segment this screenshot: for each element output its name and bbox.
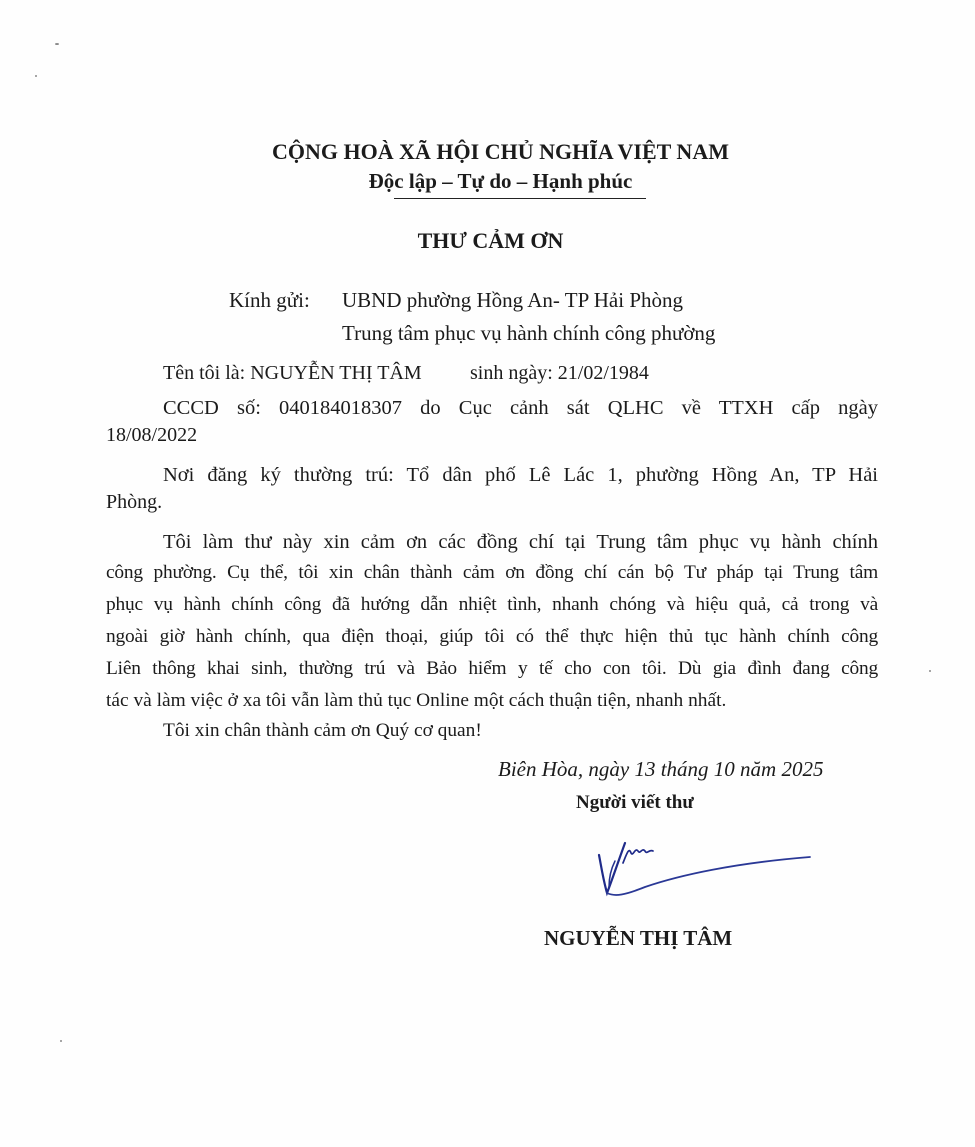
body-line: ngoài giờ hành chính, qua điện thoại, giúp tôi có thể thực hiện thủ tục hành chính công [106, 626, 878, 647]
birth-line: sinh ngày: 21/02/1984 [470, 362, 649, 384]
id-line-2: 18/08/2022 [106, 424, 198, 446]
signer-name: NGUYỄN THỊ TÂM [544, 926, 733, 950]
closing-line: Tôi xin chân thành cảm ơn Quý cơ quan! [163, 720, 482, 741]
national-name: CỘNG HOÀ XÃ HỘI CHỦ NGHĨA VIỆT NAM [272, 139, 729, 164]
national-motto: Độc lập – Tự do – Hạnh phúc [368, 169, 633, 193]
recipient-label: Kính gửi: [229, 288, 310, 312]
document-title: THƯ CẢM ƠN [417, 228, 564, 253]
writer-label: Người viết thư [576, 792, 694, 813]
residence-line-2: Phòng. [106, 491, 163, 513]
body-line: phục vụ hành chính công đã hướng dẫn nhiệt tình, nhanh chóng và hiệu quả, cả trong và [106, 594, 878, 615]
body-line: Tôi làm thư này xin cảm ơn các đồng chí tại Trung tâm phục vụ hành chính [163, 531, 878, 553]
scan-speck [60, 1040, 62, 1042]
handwritten-signature-icon [585, 835, 820, 905]
scan-speck [35, 75, 37, 77]
recipient-line-2: Trung tâm phục vụ hành chính công phường [342, 321, 716, 345]
recipient-line-1: UBND phường Hồng An- TP Hải Phòng [342, 288, 684, 312]
body-line: công phường. Cụ thể, tôi xin chân thành cảm ơn đồng chí cán bộ Tư pháp tại Trung tâm [106, 562, 878, 583]
residence-line-1: Nơi đăng ký thường trú: Tổ dân phố Lê Lác 1, phường Hồng An, TP Hải [163, 464, 878, 486]
id-line-1: CCCD số: 040184018307 do Cục cảnh sát QLHC về TTXH cấp ngày [163, 397, 878, 419]
name-line: Tên tôi là: NGUYỄN THỊ TÂM [163, 362, 422, 384]
scan-speck [55, 43, 59, 45]
body-line: Liên thông khai sinh, thường trú và Bảo hiểm y tế cho con tôi. Dù gia đình đang công [106, 658, 878, 679]
place-date: Biên Hòa, ngày 13 tháng 10 năm 2025 [498, 757, 824, 781]
scan-speck [929, 670, 931, 672]
motto-underline [394, 198, 646, 199]
body-line: tác và làm việc ở xa tôi vẫn làm thủ tục Online một cách thuận tiện, nhanh nhất. [106, 690, 727, 711]
